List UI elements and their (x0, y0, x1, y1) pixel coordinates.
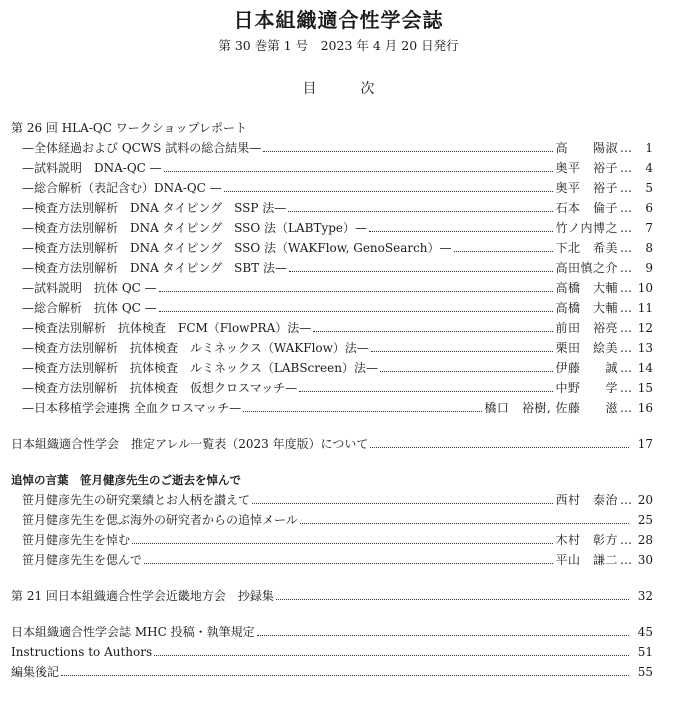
dot-leader (288, 211, 553, 212)
dot-leader (454, 251, 554, 252)
entry-author: 奥平 裕子 (555, 161, 618, 175)
dot-leader (154, 655, 629, 656)
entry-page-number: 13 (637, 341, 653, 355)
entry-title: —試料説明 抗体 QC — (22, 281, 157, 295)
entry-title: 笹月健彦先生を偲ぶ海外の研究者からの追悼メール (22, 513, 298, 527)
entry-page-number: 10 (637, 281, 653, 295)
toc-section (0, 586, 677, 606)
dot-leader (289, 271, 554, 272)
entry-title: —検査方法別解析 DNA タイピング SSP 法— (22, 201, 287, 215)
dot-leader (313, 331, 553, 332)
toc-entry[interactable] (0, 490, 677, 510)
toc-entry[interactable] (0, 198, 677, 218)
toc-heading: 目次 (302, 81, 419, 97)
toc-entry[interactable] (0, 178, 677, 198)
toc-entry[interactable] (0, 278, 677, 298)
entry-page-number: 9 (645, 261, 653, 275)
entry-title: 笹月健彦先生を悼む (22, 533, 131, 547)
dot-leader (243, 411, 482, 412)
ellipsis-leader: … (620, 221, 631, 235)
entry-title: —検査方法別解析 DNA タイピング SSO 法（LABType）— (22, 221, 368, 235)
ellipsis-leader: … (620, 141, 631, 155)
ellipsis-leader: … (620, 301, 631, 315)
ellipsis-leader: … (620, 553, 631, 567)
ellipsis-leader: … (620, 161, 631, 175)
dot-leader (369, 231, 553, 232)
entry-title: —日本移植学会連携 全血クロスマッチ— (22, 401, 242, 415)
toc-section (0, 470, 677, 570)
entry-title: —検査方法別解析 抗体検査 ルミネックス（WAKFlow）法— (22, 341, 369, 355)
entry-title: —検査方法別解析 DNA タイピング SSO 法（WAKFlow, GenoSearch）— (22, 241, 452, 255)
toc-entry[interactable] (0, 138, 677, 158)
toc-section (0, 434, 677, 454)
toc-entry[interactable] (0, 642, 677, 662)
entry-author: 石本 倫子 (555, 201, 618, 215)
entry-page-number: 32 (637, 589, 653, 603)
issue-info: 第 30 巻第 1 号 2023 年 4 月 20 日発行 (218, 38, 459, 53)
ellipsis-leader: … (620, 181, 631, 195)
entry-title: 笹月健彦先生の研究業績とお人柄を讃えて (22, 493, 251, 507)
dot-leader (132, 543, 553, 544)
ellipsis-leader: … (620, 321, 631, 335)
toc-entry[interactable] (0, 258, 677, 278)
ellipsis-leader: … (620, 493, 631, 507)
entry-author: 前田 裕亮 (555, 321, 618, 335)
dot-leader (61, 675, 629, 676)
entry-author: 高橋 大輔 (555, 281, 618, 295)
entry-title: 日本組織適合性学会誌 MHC 投稿・執筆規定 (11, 625, 255, 639)
table-of-contents (0, 118, 677, 698)
dot-leader (144, 563, 553, 564)
entry-title: —全体経過および QCWS 試料の総合結果— (22, 141, 262, 155)
toc-entry[interactable] (0, 530, 677, 550)
entry-title: 笹月健彦先生を偲んで (22, 553, 143, 567)
entry-page-number: 55 (637, 665, 653, 679)
toc-entry[interactable] (0, 218, 677, 238)
toc-section (0, 622, 677, 682)
entry-page-number: 25 (637, 513, 653, 527)
entry-page-number: 15 (637, 381, 653, 395)
entry-title: —試料説明 DNA-QC — (22, 161, 162, 175)
toc-entry[interactable] (0, 378, 677, 398)
entry-title: 編集後記 (11, 665, 60, 679)
ellipsis-leader: … (620, 241, 631, 255)
entry-page-number: 4 (645, 161, 653, 175)
toc-entry[interactable] (0, 318, 677, 338)
entry-page-number: 6 (645, 201, 653, 215)
toc-entry[interactable] (0, 510, 677, 530)
entry-author: 高田慎之介 (555, 261, 618, 275)
section-title: 追悼の言葉 笹月健彦先生のご逝去を悼んで (11, 473, 241, 487)
toc-entry[interactable] (0, 238, 677, 258)
journal-title: 日本組織適合性学会誌 (233, 8, 444, 32)
ellipsis-leader: … (620, 201, 631, 215)
entry-author: 木村 彰方 (555, 533, 618, 547)
entry-page-number: 8 (645, 241, 653, 255)
ellipsis-leader: … (620, 533, 631, 547)
ellipsis-leader: … (620, 341, 631, 355)
entry-title: —検査方法別解析 DNA タイピング SBT 法— (22, 261, 287, 275)
entry-title: Instructions to Authors (11, 645, 153, 659)
entry-page-number: 5 (645, 181, 653, 195)
dot-leader (224, 191, 554, 192)
toc-entry[interactable] (0, 298, 677, 318)
toc-section (0, 118, 677, 418)
entry-page-number: 51 (637, 645, 653, 659)
entry-page-number: 17 (637, 437, 653, 451)
entry-author: 西村 泰治 (555, 493, 618, 507)
toc-entry[interactable] (0, 622, 677, 642)
entry-page-number: 12 (637, 321, 653, 335)
entry-author: 奥平 裕子 (555, 181, 618, 195)
dot-leader (159, 291, 554, 292)
dot-leader (164, 171, 554, 172)
entry-author: 橋口 裕樹, 佐藤 滋 (484, 401, 618, 415)
entry-page-number: 20 (637, 493, 653, 507)
toc-entry[interactable] (0, 338, 677, 358)
entry-title: —検査方法別解析 抗体検査 仮想クロスマッチ— (22, 381, 298, 395)
entry-author: 下北 希美 (555, 241, 618, 255)
dot-leader (370, 447, 629, 448)
entry-author: 伊藤 誠 (555, 361, 618, 375)
entry-page-number: 14 (637, 361, 653, 375)
dot-leader (276, 599, 629, 600)
entry-author: 竹ノ内博之 (555, 221, 618, 235)
entry-author: 中野 学 (555, 381, 618, 395)
dot-leader (380, 371, 554, 372)
entry-page-number: 30 (637, 553, 653, 567)
entry-title: 第 21 回日本組織適合性学会近畿地方会 抄録集 (11, 589, 274, 603)
toc-entry[interactable] (0, 158, 677, 178)
toc-entry[interactable] (0, 434, 677, 454)
ellipsis-leader: … (620, 361, 631, 375)
dot-leader (252, 503, 553, 504)
ellipsis-leader: … (620, 261, 631, 275)
toc-entry[interactable] (0, 586, 677, 606)
entry-title: 日本組織適合性学会 推定アレル一覧表（2023 年度版）について (11, 437, 369, 451)
entry-page-number: 28 (637, 533, 653, 547)
toc-entry[interactable] (0, 398, 677, 418)
dot-leader (159, 311, 554, 312)
entry-page-number: 1 (645, 141, 653, 155)
dot-leader (299, 391, 553, 392)
entry-title: —総合解析（表記含む）DNA-QC — (22, 181, 222, 195)
entry-page-number: 45 (637, 625, 653, 639)
entry-title: —検査法別解析 抗体検査 FCM（FlowPRA）法— (22, 321, 312, 335)
dot-leader (257, 635, 629, 636)
ellipsis-leader: … (620, 281, 631, 295)
entry-title: —総合解析 抗体 QC — (22, 301, 157, 315)
entry-author: 栗田 絵美 (555, 341, 618, 355)
entry-page-number: 7 (645, 221, 653, 235)
toc-entry[interactable] (0, 662, 677, 682)
dot-leader (263, 151, 553, 152)
entry-title: —検査方法別解析 抗体検査 ルミネックス（LABScreen）法— (22, 361, 378, 375)
ellipsis-leader: … (620, 401, 631, 415)
toc-entry[interactable] (0, 358, 677, 378)
entry-author: 平山 謙二 (555, 553, 618, 567)
dot-leader (300, 523, 629, 524)
dot-leader (371, 351, 554, 352)
toc-entry[interactable] (0, 550, 677, 570)
entry-page-number: 16 (637, 401, 653, 415)
section-title: 第 26 回 HLA-QC ワークショップレポート (11, 121, 247, 135)
ellipsis-leader: … (620, 381, 631, 395)
entry-author: 高 陽淑 (555, 141, 618, 155)
entry-author: 高橋 大輔 (555, 301, 618, 315)
entry-page-number: 11 (637, 301, 653, 315)
